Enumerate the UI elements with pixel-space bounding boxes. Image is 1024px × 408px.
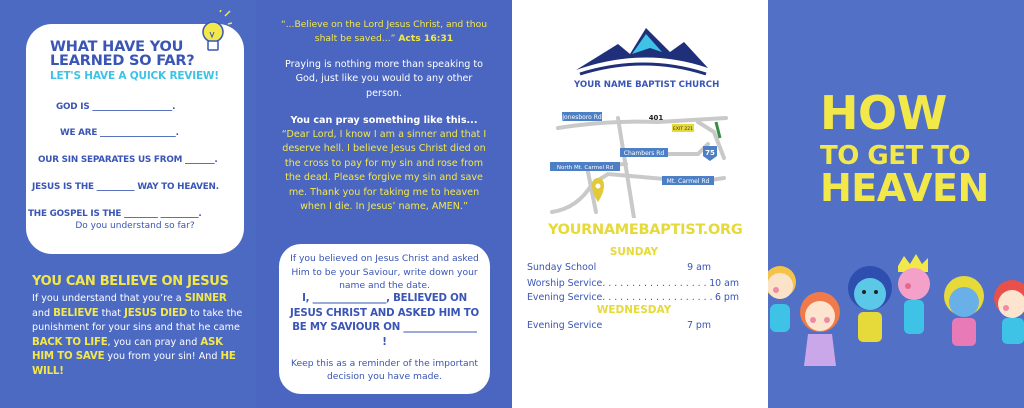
- believe-text: If you understand that you’re a SINNER and BELIEVE that JESUS DIED to take the punishment for your sins and that he came BACK TO LIFE, you can pray and ASK HIM TO SAVE you from your sin! And HE WILL!: [32, 293, 243, 377]
- review-subtitle: LET'S HAVE A QUICK REVIEW!: [50, 70, 219, 82]
- child-figure: [800, 292, 840, 366]
- directions-map: [548, 108, 744, 218]
- decision-statement: I, _______________, BELIEVED ON JESUS CHRIST AND ASKED HIM TO BE MY SAVIOUR ON _______________ !: [289, 293, 480, 348]
- child-figure: [848, 266, 892, 342]
- decision-card: [279, 244, 490, 394]
- map-label-75: 75: [705, 149, 715, 157]
- cover-title-line2: TO GET TO: [820, 140, 971, 171]
- decision-intro: If you believed on Jesus Christ and asked Him to be your Saviour, write down your name and the date.: [290, 253, 479, 292]
- pray-heading: You can pray something like this...: [290, 115, 478, 126]
- map-label-exit: EXIT 221: [672, 127, 694, 132]
- map-label-north-mt-carmel: North Mt. Carmel Rd: [556, 165, 614, 171]
- understand-question: Do you understand so far?: [75, 221, 195, 231]
- child-figure: [898, 254, 930, 334]
- verse-reference: Acts 16:31: [398, 33, 454, 45]
- child-figure: [768, 266, 796, 332]
- map-label-mt-carmel: Mt. Carmel Rd: [666, 178, 710, 185]
- blank-god-is: GOD IS ___________________.: [56, 102, 176, 112]
- prayer-text: “Dear Lord, I know I am a sinner and that I deserve hell. I believe Jesus Christ died on the cross to pay for my sin and rose from the dead. Please forgive my sin and save me. Thank you for taking me to heaven when I die. In Jesus’ name, AMEN.”: [281, 129, 487, 213]
- church-name: YOUR NAME BAPTIST CHURCH: [574, 80, 720, 90]
- schedule-row: Worship Service. . . . . . . . . . . . . . . . . . 10 am: [527, 278, 739, 289]
- children-illustration: [768, 252, 1024, 408]
- cover-title-line3: HEAVEN: [820, 166, 989, 211]
- schedule-row: Sunday School 9 am: [527, 262, 711, 273]
- wednesday-heading: WEDNESDAY: [596, 304, 672, 316]
- bible-verse: “...Believe on the Lord Jesus Christ, and thou shalt be saved...” Acts 16:31: [280, 19, 488, 45]
- cover-title-line1: HOW: [820, 86, 947, 140]
- church-website[interactable]: YOURNAMEBAPTIST.ORG: [548, 222, 743, 238]
- blank-jesus-is: JESUS IS THE _________ WAY TO HEAVEN.: [32, 182, 219, 192]
- schedule-row: Evening Service 7 pm: [527, 320, 711, 331]
- map-label-jonesboro: Jonesboro Rd: [562, 114, 602, 121]
- decision-reminder: Keep this as a reminder of the important decision you have made.: [290, 358, 479, 382]
- child-figure: [994, 280, 1024, 344]
- praying-text: Praying is nothing more than speaking to God, just like you would to any other person.: [284, 59, 484, 99]
- review-title: WHAT HAVE YOU LEARNED SO FAR?: [50, 39, 195, 69]
- cover-title: [820, 86, 1000, 211]
- map-label-chambers: Chambers Rd: [623, 150, 665, 157]
- blank-gospel-is: THE GOSPEL IS THE ________ _________.: [28, 209, 202, 219]
- lightbulb-icon: [198, 10, 232, 60]
- map-label-401: 401: [648, 114, 664, 122]
- child-figure: [944, 276, 984, 346]
- believe-title: YOU CAN BELIEVE ON JESUS: [32, 274, 229, 289]
- blank-sin-separates: OUR SIN SEPARATES US FROM _______.: [38, 155, 218, 165]
- mountain-logo: [574, 24, 710, 80]
- blank-we-are: WE ARE __________________.: [60, 128, 179, 138]
- schedule-row: Evening Service. . . . . . . . . . . . . . . . . . . . 6 pm: [527, 292, 739, 303]
- sunday-heading: SUNDAY: [609, 246, 659, 258]
